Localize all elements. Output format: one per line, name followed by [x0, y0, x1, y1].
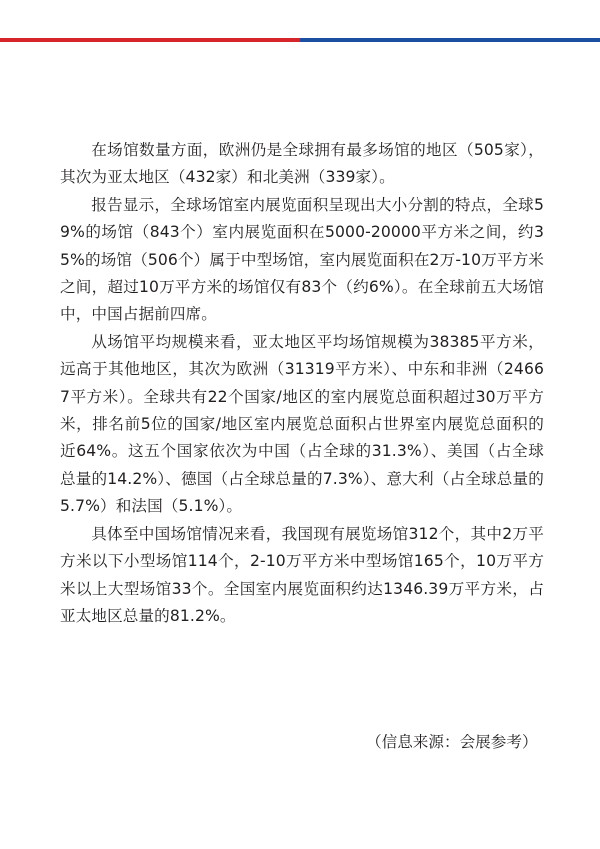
paragraph-average-scale: 从场馆平均规模来看，亚太地区平均场馆规模为38385平方米，远高于其他地区，其次为欧洲（31319平方米）、中东和非洲（24667平方米）。全球共有22个国家/地区的室内展览总面积超过30万平方米，排名前5位的国家/地区室内展览总面积占世界室内展览总面积的近64%。这五个国家依次为中国（占全球的31.3%）、美国（占全球总量的14.2%）、德国（占全球总量的7.3%）、意大利（占全球总量的5.7%）和法国（5.1%）。: [60, 332, 544, 516]
article-body: [60, 137, 544, 630]
paragraph-exhibition-area: 报告显示，全球场馆室内展览面积呈现出大小分割的特点，全球59%的场馆（843个）室内展览面积在5000-20000平方米之间，约35%的场馆（506个）属于中型场馆，室内展览面积在2万-10万平方米之间，超过10万平方米的场馆仅有83个（约6%）。在全球前五大场馆中，中国占据前四席。: [60, 195, 544, 324]
paragraph-venue-count: 在场馆数量方面，欧洲仍是全球拥有最多场馆的地区（505家），其次为亚太地区（432家）和北美洲（339家）。: [60, 141, 544, 187]
source-note: （信息来源：会展参考）: [366, 733, 538, 751]
top-rule-red-segment: [0, 38, 300, 42]
paragraph-china-venues: 具体至中国场馆情况来看，我国现有展览场馆312个，其中2万平方米以下小型场馆114个，2-10万平方米中型场馆165个，10万平方米以上大型场馆33个。全国室内展览面积约达1346.39万平方米，占亚太地区总量的81.2%。: [60, 524, 544, 625]
top-rule-blue-segment: [300, 38, 600, 42]
top-color-rule: [0, 38, 600, 42]
